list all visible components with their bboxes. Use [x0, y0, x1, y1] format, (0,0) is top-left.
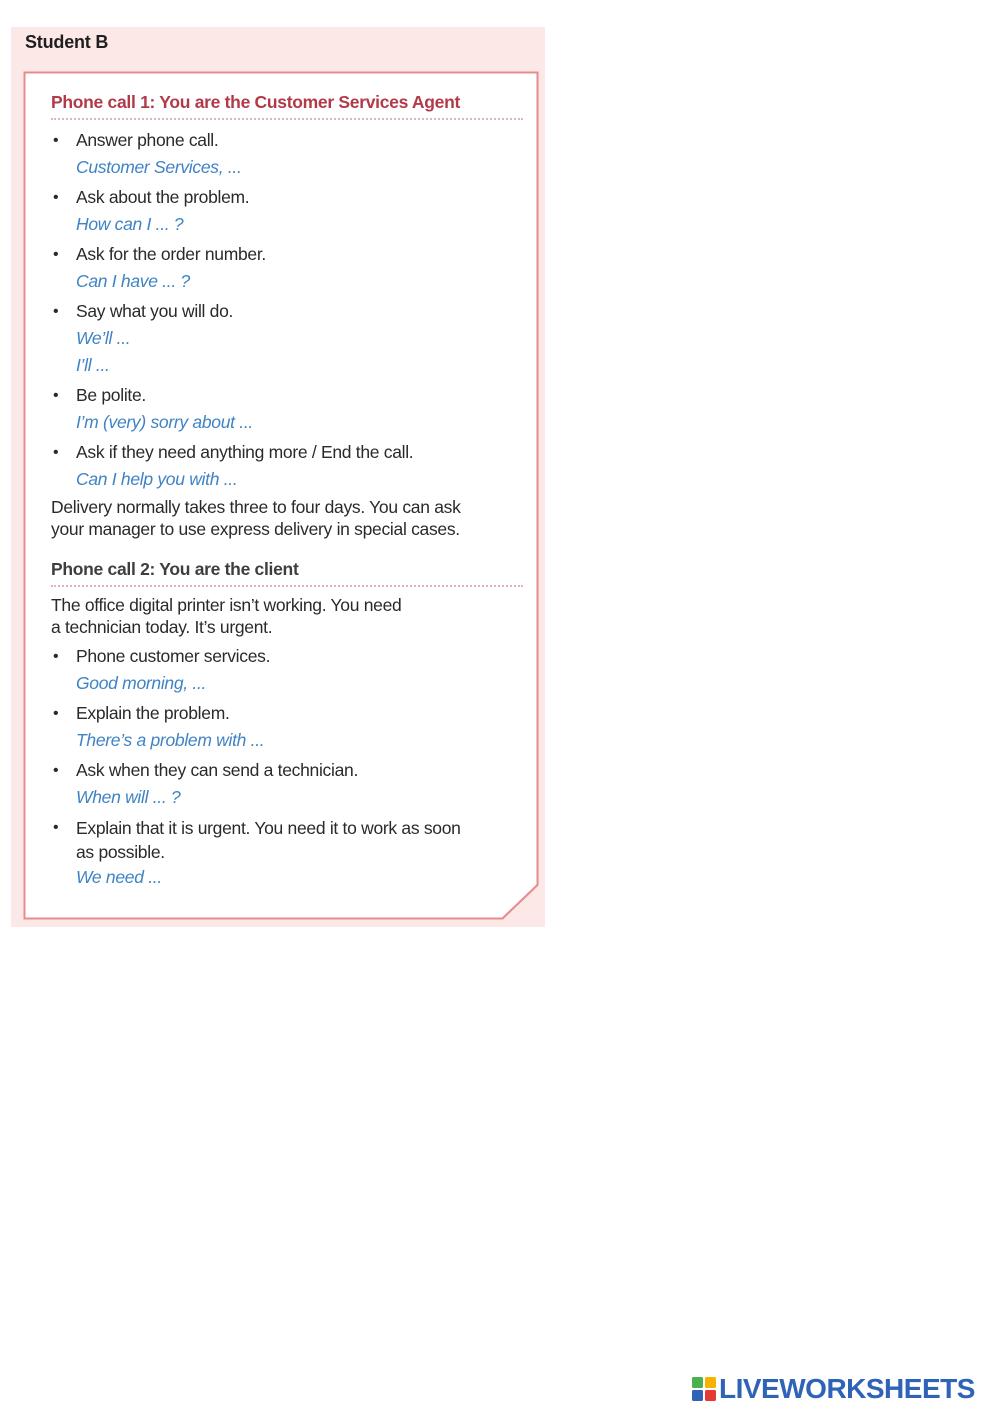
- call2-list: [51, 643, 523, 891]
- role-card: [23, 71, 539, 920]
- list-item: [51, 382, 523, 436]
- instruction: Ask for the order number.: [76, 244, 266, 264]
- list-item: [51, 700, 523, 754]
- bullet-icon: •: [53, 387, 59, 404]
- example-phrase: There’s a problem with ...: [76, 730, 265, 750]
- card-content: [51, 89, 523, 891]
- bullet-icon: •: [53, 705, 59, 722]
- list-item: [51, 757, 523, 811]
- instruction: Ask about the problem.: [76, 187, 250, 207]
- call1-title: Phone call 1: You are the Customer Services Agent: [51, 92, 461, 112]
- bullet-icon: •: [53, 246, 59, 263]
- call1-divider: [51, 118, 523, 120]
- liveworksheets-logo[interactable]: [692, 1374, 975, 1404]
- instruction: Be polite.: [76, 385, 146, 405]
- call2-intro: [51, 594, 523, 638]
- list-item: [51, 643, 523, 697]
- example-phrase: Can I help you with ...: [76, 469, 238, 489]
- logo-text: LIVEWORKSHEETS: [719, 1373, 975, 1404]
- example-phrase: Customer Services, ...: [76, 157, 242, 177]
- liveworksheets-logo-icon: [692, 1377, 716, 1401]
- example-phrase: When will ... ?: [76, 787, 181, 807]
- bullet-icon: •: [53, 189, 59, 206]
- example-phrase: How can I ... ?: [76, 214, 184, 234]
- student-b-panel: [11, 27, 545, 927]
- example-phrase: I’m (very) sorry about ...: [76, 412, 253, 432]
- call2-divider: [51, 585, 523, 587]
- list-item: [51, 127, 523, 181]
- instruction: Answer phone call.: [76, 130, 219, 150]
- call1-list: [51, 127, 523, 493]
- instruction: Explain the problem.: [76, 703, 230, 723]
- list-item: [51, 184, 523, 238]
- list-item: [51, 439, 523, 493]
- call1-note: [51, 496, 523, 540]
- call2-title: Phone call 2: You are the client: [51, 559, 299, 579]
- instruction-line: as possible.: [76, 842, 165, 862]
- student-label: Student B: [25, 32, 109, 52]
- intro-line: The office digital printer isn’t working. You need: [51, 595, 402, 615]
- bullet-icon: •: [53, 444, 59, 461]
- instruction: [76, 814, 523, 864]
- bullet-icon: •: [53, 762, 59, 779]
- instruction: Say what you will do.: [76, 301, 234, 321]
- example-phrase: I’ll ...: [76, 355, 110, 375]
- bullet-icon: •: [53, 303, 59, 320]
- list-item: [51, 241, 523, 295]
- instruction: Ask when they can send a technician.: [76, 760, 359, 780]
- bullet-icon: •: [53, 132, 59, 149]
- example-phrase: Can I have ... ?: [76, 271, 190, 291]
- example-phrase: We need ...: [76, 867, 162, 887]
- instruction: Ask if they need anything more / End the call.: [76, 442, 414, 462]
- intro-line: a technician today. It’s urgent.: [51, 617, 273, 637]
- instruction-line: Explain that it is urgent. You need it to work as soon: [76, 818, 461, 838]
- example-phrase: Good morning, ...: [76, 673, 207, 693]
- list-item: [51, 298, 523, 379]
- example-phrase: We’ll ...: [76, 328, 131, 348]
- note-line: your manager to use express delivery in special cases.: [51, 519, 460, 539]
- note-line: Delivery normally takes three to four days. You can ask: [51, 497, 461, 517]
- bullet-icon: •: [53, 819, 59, 836]
- bullet-icon: •: [53, 648, 59, 665]
- list-item: [51, 814, 523, 891]
- instruction: Phone customer services.: [76, 646, 271, 666]
